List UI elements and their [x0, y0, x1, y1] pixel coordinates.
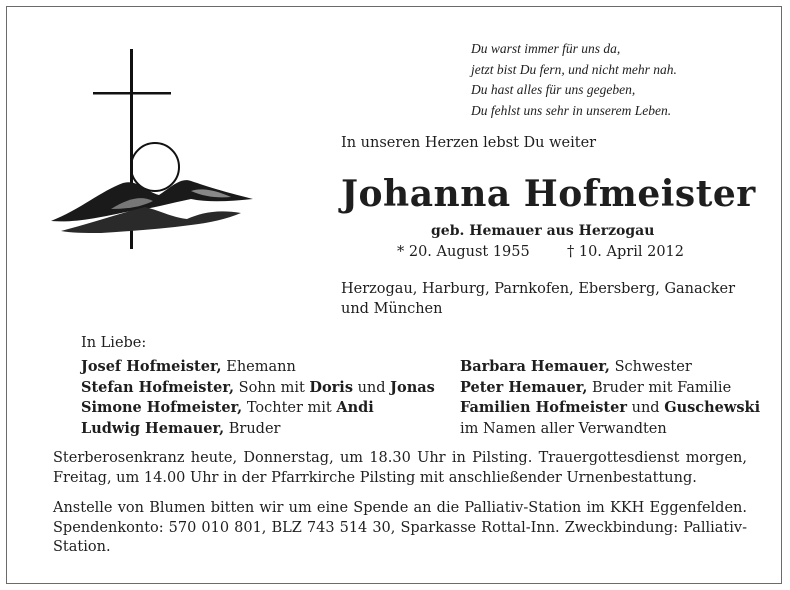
sun-icon	[131, 143, 179, 191]
mourners-right-column	[460, 357, 760, 439]
mourner-line	[81, 398, 435, 419]
mourner-relation: Tochter mit	[242, 400, 337, 416]
mourner-relation: Ehemann	[221, 359, 296, 375]
mourner-name: Peter Hemauer,	[460, 378, 588, 396]
poem-line: jetzt bist Du fern, und nicht mehr nah.	[471, 61, 677, 77]
mourner-line	[460, 419, 760, 440]
mourner-relation: und	[627, 400, 665, 416]
mourner-line	[460, 398, 760, 419]
poem	[471, 39, 677, 121]
mourner-relation: Sohn mit	[234, 379, 310, 396]
in-love-label: In Liebe:	[81, 335, 147, 351]
cross-horizontal-beam	[93, 92, 171, 95]
deceased-name: Johanna Hofmeister	[341, 173, 756, 215]
mourner-relation: und	[352, 379, 391, 396]
mourner-name: Ludwig Hemauer,	[81, 419, 225, 437]
mourner-line	[460, 378, 760, 399]
mourner-line	[81, 378, 435, 399]
death-date: † 10. April 2012	[567, 244, 684, 260]
mourner-name: Jonas	[390, 378, 435, 396]
places-list: Herzogau, Harburg, Parnkofen, Ebersberg, Ganacker und München	[341, 281, 736, 317]
mourner-relation: Bruder mit Familie	[587, 379, 732, 396]
mourner-name: Familien Hofmeister	[460, 399, 627, 416]
cross-sun-mountains-illustration	[41, 41, 261, 251]
mourner-name: Stefan Hofmeister,	[81, 378, 235, 396]
mourner-name: Barbara Hemauer,	[460, 358, 610, 375]
poem-line: Du hast alles für uns gegeben,	[471, 82, 636, 97]
mourner-line	[81, 357, 435, 378]
birth-name: geb. Hemauer aus Herzogau	[431, 223, 655, 239]
mourner-name: Andi	[336, 399, 374, 416]
mourner-relation: Schwester	[609, 359, 692, 375]
mourner-line	[460, 357, 760, 378]
mourner-relation: Bruder	[224, 420, 281, 437]
birth-date: * 20. August 1955	[397, 244, 530, 260]
service-information: Sterberosenkranz heute, Donnerstag, um 18.30 Uhr in Pilsting. Trauergottesdienst morgen, Freitag, um 14.00 Uhr in der Pfarrkirche Pilsting mit anschließender Urnenbestattung.	[53, 450, 747, 486]
obituary-notice	[6, 6, 782, 584]
mourner-name: Simone Hofmeister,	[81, 399, 243, 416]
mourner-name: Doris	[309, 378, 353, 396]
mourner-relation: im Namen aller Verwandten	[460, 420, 667, 437]
mourners-left-column	[81, 357, 435, 439]
donation-information: Anstelle von Blumen bitten wir um eine Spende an die Palliativ-Station im KKH Eggenfelden. Spendenkonto: 570 010 801, BLZ 743 514 30, Sparkasse Rottal-Inn. Zweckbindung: Palliativ-Station.	[53, 500, 747, 555]
mourner-name: Guschewski	[664, 399, 761, 416]
mourner-line	[81, 419, 435, 440]
intro-line: In unseren Herzen lebst Du weiter	[341, 135, 597, 151]
mourner-name: Josef Hofmeister,	[81, 358, 222, 375]
poem-line: Du warst immer für uns da,	[471, 41, 621, 56]
poem-line: Du fehlst uns sehr in unserem Leben.	[471, 102, 672, 118]
